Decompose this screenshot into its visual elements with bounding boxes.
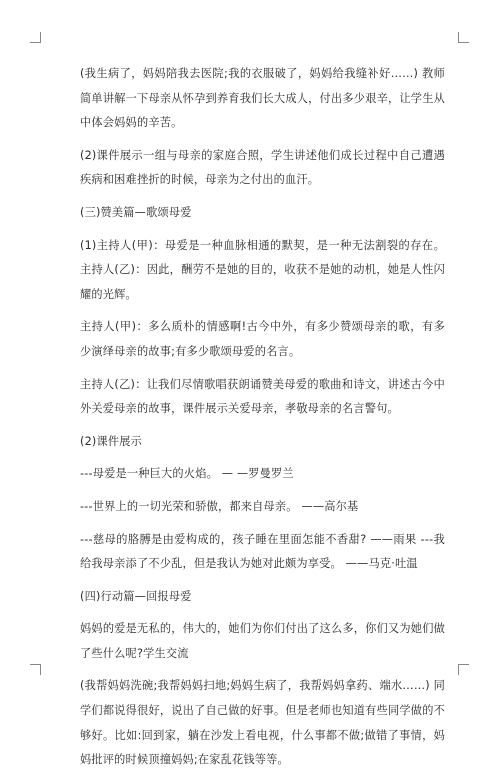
- section-heading: (四)行动篇—回报母爱: [80, 589, 192, 603]
- crop-mark-top-right: [458, 32, 469, 43]
- paragraph: (1)主持人(甲)：母爱是一种血脉相通的默契，是一种无法割裂的存在。 主持人(乙)：因此，酬劳不是她的目的，收获不是她的动机，她是人性闪耀的光辉。: [80, 238, 445, 301]
- quote-line: ---母爱是一种巨大的火焰。 — —罗曼罗兰: [80, 467, 294, 481]
- section-heading: (三)赞美篇—歌颂母爱: [80, 205, 192, 219]
- paragraph: (2)课件展示: [80, 434, 142, 448]
- paragraph: (我帮妈妈洗碗;我帮妈妈扫地;妈妈生病了，我帮妈妈拿药、端水……) 同学们都说得很好，说出了自己做的好事。但是老师也知道有些同学做的不够好。比如:回到家，躺在沙发上看电视，什么事都不做;做错了事情，妈妈批评的时候顶撞妈妈;在家乱花钱等等。: [80, 679, 445, 767]
- crop-mark-bottom-left: [30, 664, 41, 675]
- paragraph: 妈妈的爱是无私的，伟大的，她们为你们付出了这么多，你们又为她们做了些什么呢?学生交流: [80, 622, 445, 660]
- crop-mark-bottom-right: [458, 664, 469, 675]
- paragraph: (2)课件展示一组与母亲的家庭合照，学生讲述他们成长过程中自己遭遇疾病和困难挫折的时候，母亲为之付出的血汗。: [80, 148, 445, 187]
- quote-line: ---世界上的一切光荣和骄傲，都来自母亲。 ——高尔基: [80, 499, 359, 513]
- quote-line: ---慈母的胳膊是由爱构成的，孩子睡在里面怎能不香甜? ——雨果 ---我给我母亲添了不少乱，但是我认为她对此颇为享受。 ——马克·吐温: [80, 532, 445, 571]
- paragraph: 主持人(乙)：让我们尽情歌唱获朗诵赞美母爱的歌曲和诗文，讲述古今中外关爱母亲的故事，课件展示关爱母亲，孝敬母亲的名言警句。: [80, 377, 445, 416]
- paragraph: (我生病了，妈妈陪我去医院;我的衣服破了，妈妈给我缝补好……) 教师简单讲解一下母亲从怀孕到养育我们长大成人，付出多少艰辛，让学生从中体会妈妈的辛苦。: [80, 67, 445, 130]
- document-body: [80, 62, 445, 773]
- paragraph: 主持人(甲)：多么质朴的情感啊!古今中外，有多少赞颂母亲的歌，有多少演绎母亲的故事;有多少歌颂母爱的名言。: [80, 320, 445, 358]
- crop-mark-top-left: [30, 32, 41, 43]
